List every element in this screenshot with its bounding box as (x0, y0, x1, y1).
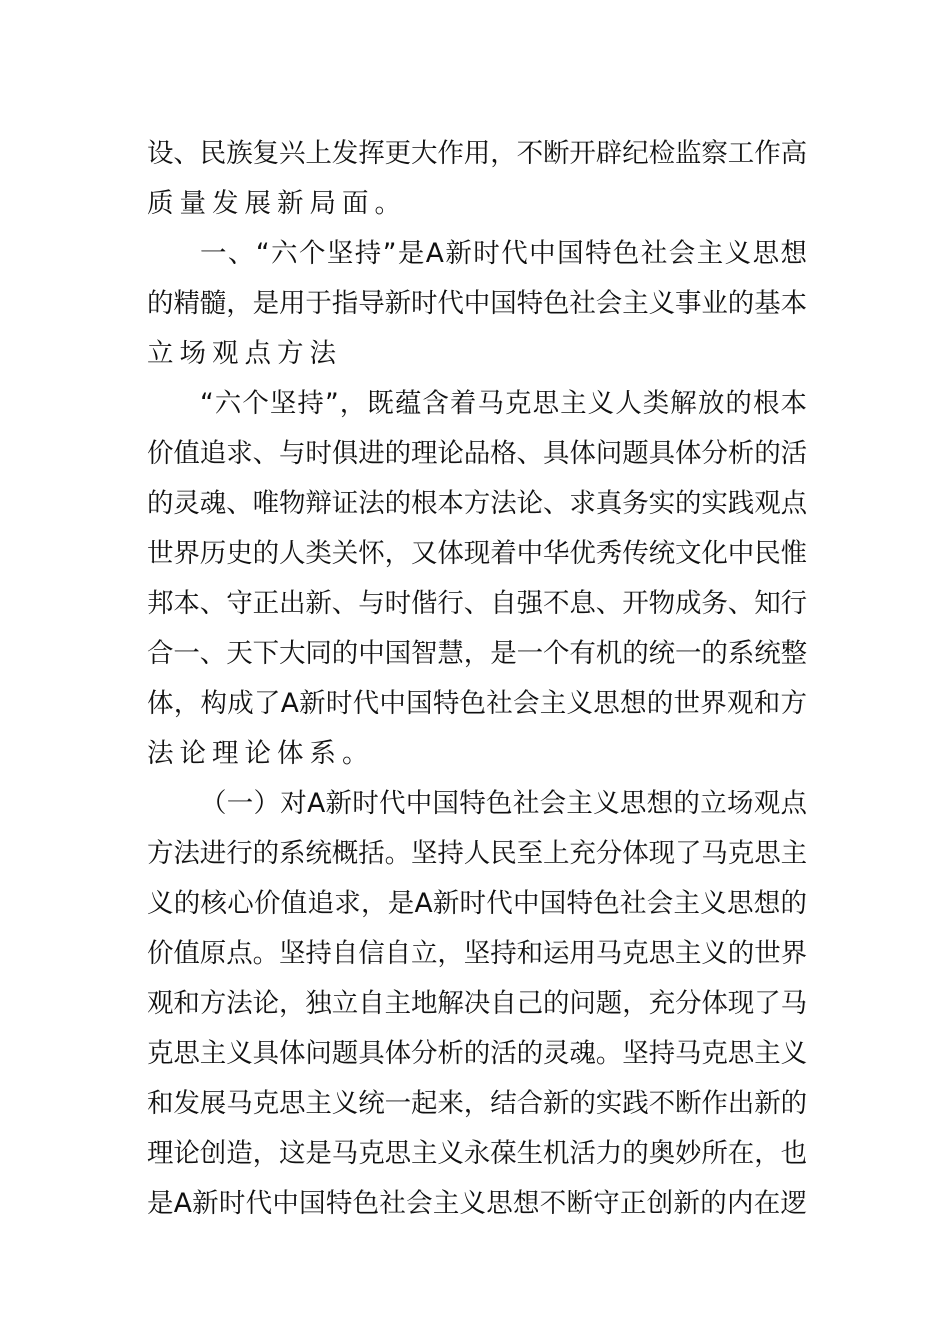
text-line: 是A新时代中国特色社会主义思想不断守正创新的内在逻 (147, 1188, 807, 1219)
text-line: 克思主义具体问题具体分析的活的灵魂。坚持马克思主义 (147, 1038, 807, 1069)
text-line: 邦本、守正出新、与时偕行、自强不息、开物成务、知行 (147, 588, 807, 619)
text-line: 价值追求、与时俱进的理论品格、具体问题具体分析的活 (147, 438, 807, 469)
text-line: 的灵魂、唯物辩证法的根本方法论、求真务实的实践观点 (147, 488, 807, 519)
text-line: 合一、天下大同的中国智慧，是一个有机的统一的系统整 (147, 638, 807, 669)
text-line: 法论理论体系。 (147, 738, 375, 769)
section-heading-line: 立场观点方法 (147, 338, 342, 369)
text-line: 质量发展新局面。 (147, 188, 407, 219)
section-heading-line: 的精髓，是用于指导新时代中国特色社会主义事业的基本 (147, 288, 807, 319)
text-line: 体，构成了A新时代中国特色社会主义思想的世界观和方 (147, 688, 807, 719)
text-line: 理论创造，这是马克思主义永葆生机活力的奥妙所在，也 (147, 1138, 807, 1169)
section-heading-line: 一、“六个坚持”是A新时代中国特色社会主义思想 (200, 238, 807, 269)
text-line: 和发展马克思主义统一起来，结合新的实践不断作出新的 (147, 1088, 807, 1119)
text-line: （一）对A新时代中国特色社会主义思想的立场观点 (200, 788, 807, 819)
text-line: 价值原点。坚持自信自立，坚持和运用马克思主义的世界 (147, 938, 807, 969)
text-line: 方法进行的系统概括。坚持人民至上充分体现了马克思主 (147, 838, 807, 869)
text-line: 设、民族复兴上发挥更大作用，不断开辟纪检监察工作高 (147, 138, 807, 169)
text-line: 观和方法论，独立自主地解决自己的问题，充分体现了马 (147, 988, 807, 1019)
text-line: “六个坚持”，既蕴含着马克思主义人类解放的根本 (200, 388, 807, 419)
text-line: 世界历史的人类关怀，又体现着中华优秀传统文化中民惟 (147, 538, 807, 569)
text-line: 义的核心价值追求，是A新时代中国特色社会主义思想的 (147, 888, 807, 919)
